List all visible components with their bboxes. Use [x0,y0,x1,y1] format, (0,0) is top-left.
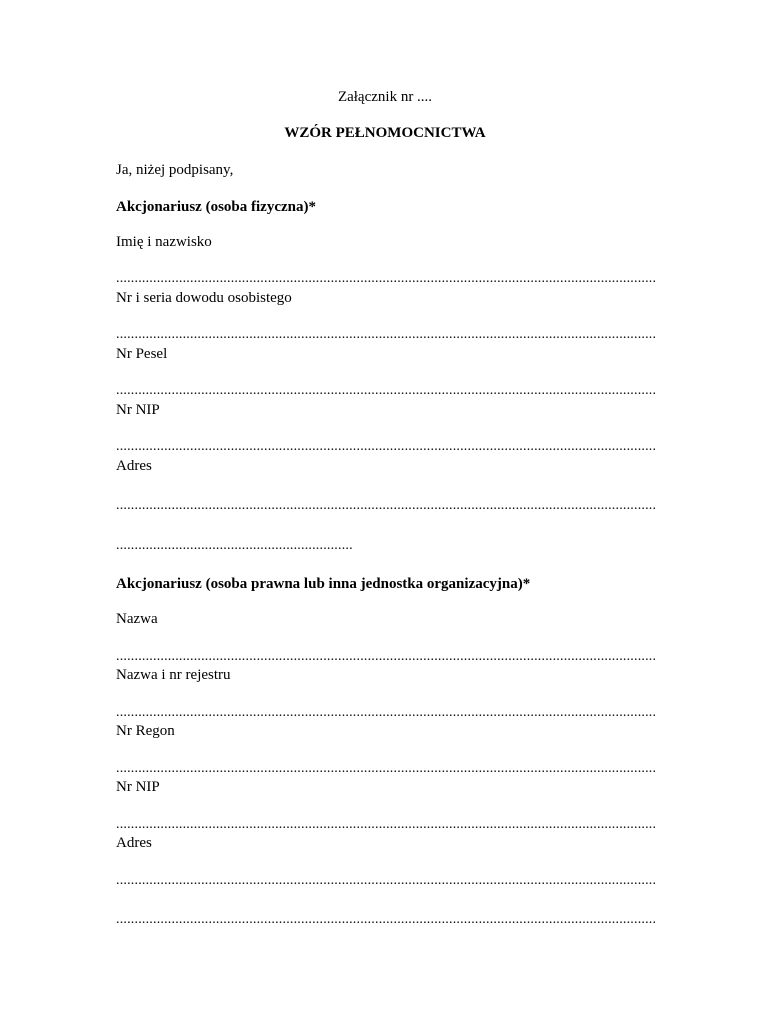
label-id-card: Nr i seria dowodu osobistego [116,290,292,306]
fill-line-entity-address-2: .................................................................................................................................................. [116,912,657,927]
label-entity-address: Adres [116,835,152,851]
fill-line-entity-name: .................................................................................................................................................. [116,649,657,664]
fill-line-entity-nip: .................................................................................................................................................. [116,817,657,832]
label-pesel: Nr Pesel [116,346,168,362]
fill-line-pesel: .................................................................................................................................................. [116,383,657,398]
section-heading-natural-person: Akcjonariusz (osoba fizyczna)* [116,199,316,215]
section-heading-legal-entity: Akcjonariusz (osoba prawna lub inna jednostka organizacyjna)* [116,576,531,592]
fill-line-name: .................................................................................................................................................. [116,271,657,286]
fill-line-id-card: .................................................................................................................................................. [116,327,657,342]
fill-line-entity-address-1: .................................................................................................................................................. [116,873,657,888]
fill-line-registry: .................................................................................................................................................. [116,705,657,720]
annex-label: Załącznik nr .... [337,89,433,105]
document-title: WZÓR PEŁNOMOCNICTWA [284,125,486,141]
fill-line-address-2: ................................................................ [116,538,353,553]
fill-line-nip: .................................................................................................................................................. [116,439,657,454]
fill-line-address-1: .................................................................................................................................................. [116,498,657,513]
fill-line-regon: .................................................................................................................................................. [116,761,657,776]
label-entity-name: Nazwa [116,611,158,627]
label-name: Imię i nazwisko [116,234,212,250]
label-registry: Nazwa i nr rejestru [116,667,231,683]
intro-text: Ja, niżej podpisany, [116,162,234,178]
label-address: Adres [116,458,152,474]
label-nip: Nr NIP [116,402,160,418]
label-regon: Nr Regon [116,723,175,739]
label-entity-nip: Nr NIP [116,779,160,795]
